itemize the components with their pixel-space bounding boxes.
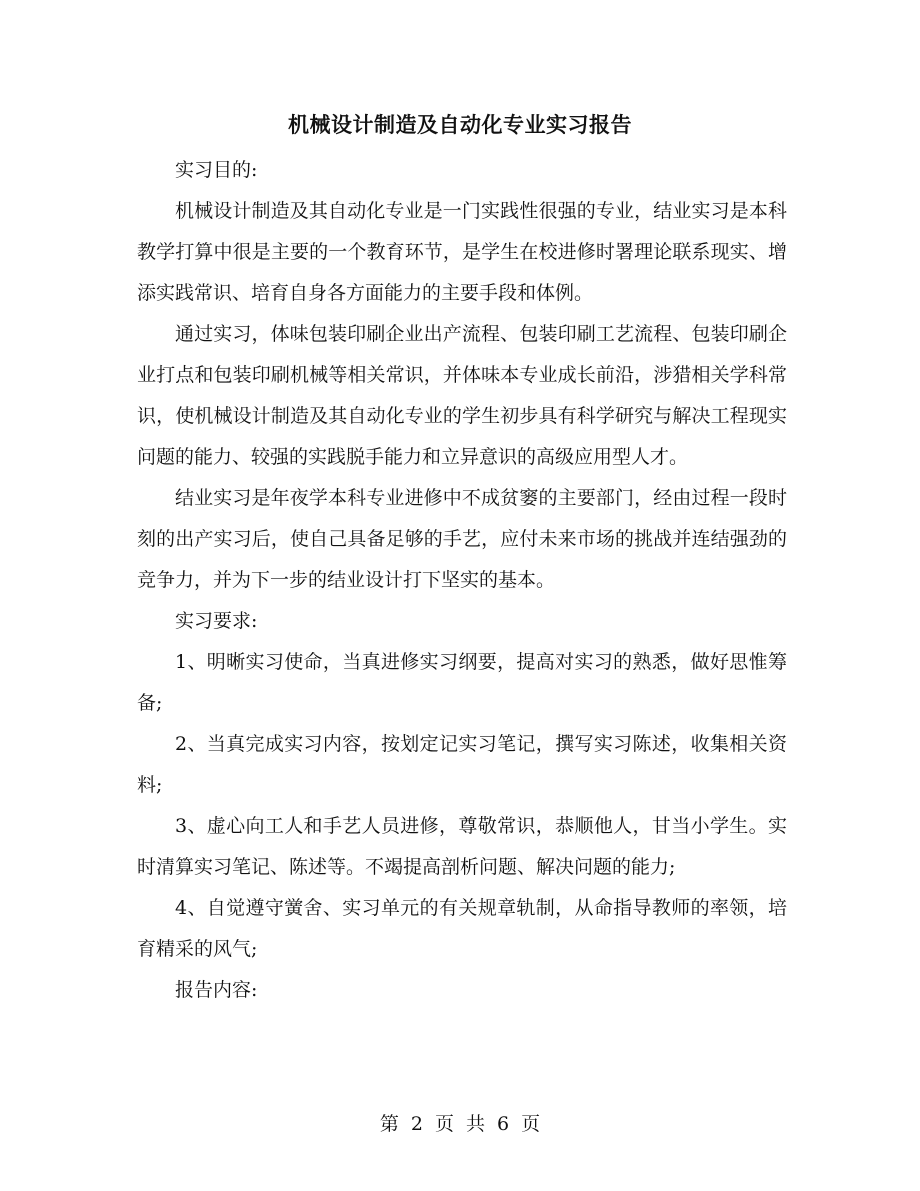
- requirement-item-2: 2、当真完成实习内容，按划定记实习笔记，撰写实习陈述，收集相关资料;: [137, 733, 787, 796]
- requirement-item-4: 4、自觉遵守黉舍、实习单元的有关规章轨制，从命指导教师的率领，培育精采的风气;: [137, 897, 787, 960]
- paragraph-purpose-1: 机械设计制造及其自动化专业是一门实践性很强的专业，结业实习是本科教学打算中很是主要的一个教育环节，是学生在校进修时署理论联系现实、增添实践常识、培育自身各方面能力的主要手段和体例。: [137, 200, 787, 304]
- paragraph-purpose-2: 通过实习，体味包装印刷企业出产流程、包装印刷工艺流程、包装印刷企业打点和包装印刷机械等相关常识，并体味本专业成长前沿，涉猎相关学科常识，使机械设计制造及其自动化专业的学生初步具有科学研究与解决工程现实问题的能力、较强的实践脱手能力和立异意识的高级应用型人才。: [137, 323, 787, 468]
- document-title: 机械设计制造及自动化专业实习报告: [288, 112, 632, 137]
- requirement-item-3: 3、虚心向工人和手艺人员进修，尊敬常识，恭顺他人，甘当小学生。实时清算实习笔记、陈述等。不竭提高剖析问题、解决问题的能力;: [137, 815, 787, 878]
- section-heading-report-content: 报告内容:: [175, 979, 258, 1001]
- paragraph-purpose-3: 结业实习是年夜学本科专业进修中不成贫窭的主要部门，经由过程一段时刻的出产实习后，使自己具备足够的手艺，应付未来市场的挑战并连结强劲的竞争力，并为下一步的结业设计打下坚实的基本。: [137, 487, 787, 591]
- page-number-footer: 第 2 页 共 6 页: [379, 1113, 541, 1135]
- section-heading-requirements: 实习要求:: [175, 610, 258, 632]
- section-heading-purpose: 实习目的:: [175, 159, 258, 181]
- requirement-item-1: 1、明晰实习使命，当真进修实习纲要，提高对实习的熟悉，做好思惟筹备;: [137, 651, 787, 714]
- document-body: [137, 150, 787, 1011]
